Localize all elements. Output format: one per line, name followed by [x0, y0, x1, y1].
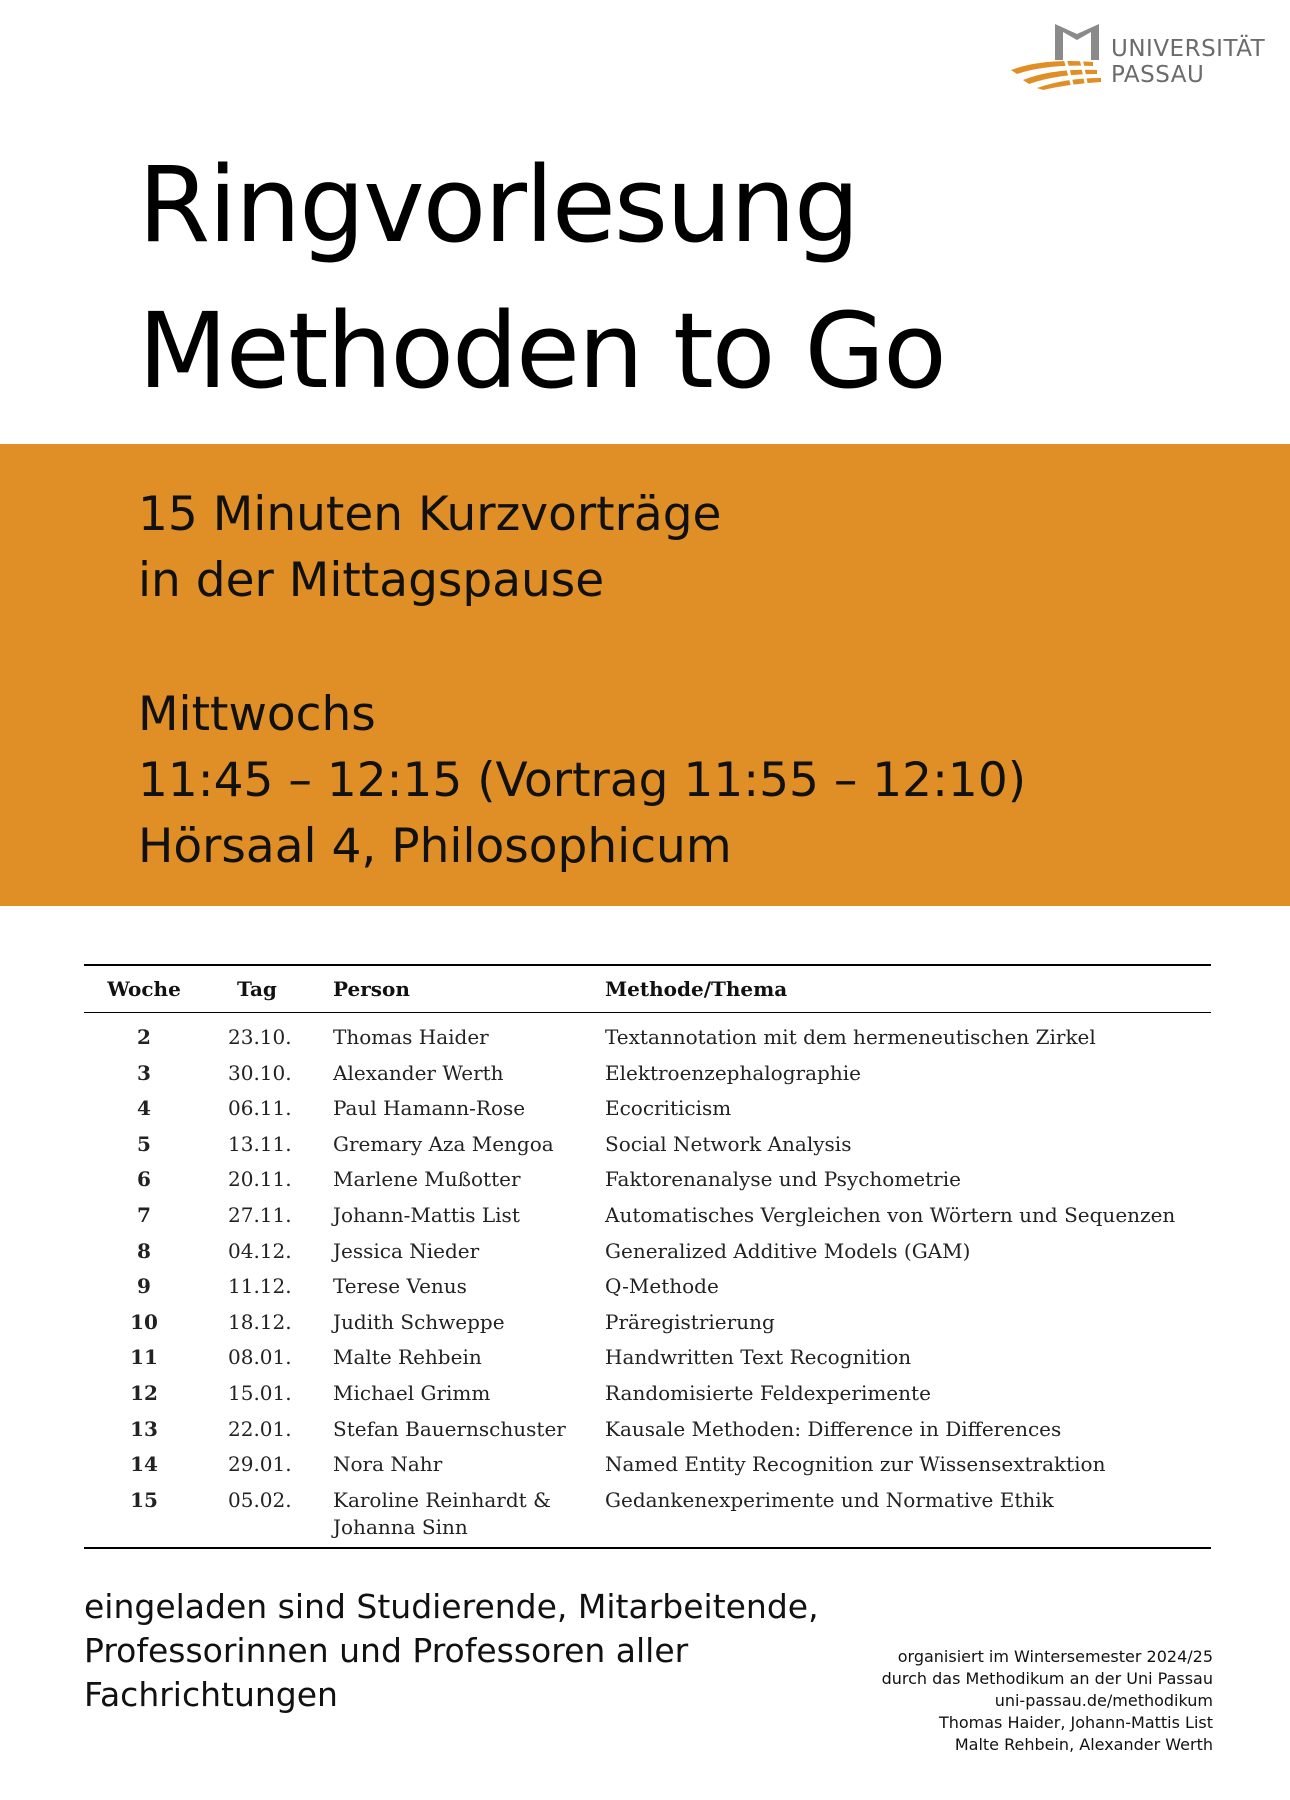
cell-thema: Elektroenzephalographie [605, 1060, 861, 1085]
cell-woche: 7 [137, 1203, 151, 1227]
header-tag: Tag [237, 977, 277, 1001]
cell-tag: 18.12. [228, 1309, 292, 1334]
invite-line-3: Fachrichtungen [84, 1675, 338, 1714]
cell-tag: 15.01. [228, 1381, 292, 1405]
university-emblem-icon [1003, 18, 1113, 90]
university-name [1111, 36, 1265, 88]
cell-thema: Randomisierte Feldexperimente [605, 1381, 931, 1405]
cell-tag: 13.11. [228, 1131, 292, 1156]
cell-person: Terese Venus [333, 1274, 467, 1299]
table-bottom-rule [84, 1547, 1211, 1549]
invite-line-2: Professorinnen und Professoren aller [84, 1631, 689, 1670]
invite-line-1: eingeladen sind Studierende, Mitarbeitende, [84, 1587, 819, 1626]
cell-person: Michael Grimm [333, 1381, 491, 1405]
credits-line-5: Malte Rehbein, Alexander Werth [954, 1735, 1213, 1754]
cell-person: Jessica Nieder [333, 1238, 480, 1263]
cell-woche: 4 [137, 1096, 151, 1121]
cell-tag: 29.01. [228, 1452, 292, 1477]
invitation-text [84, 1585, 844, 1717]
cell-thema: Gedankenexperimente und Normative Ethik [605, 1487, 1054, 1512]
cell-thema: Faktorenanalyse und Psychometrie [605, 1167, 961, 1192]
title-line-1: Ringvorlesung [138, 144, 858, 266]
cell-thema: Handwritten Text Recognition [605, 1345, 912, 1370]
cell-tag: 05.02. [228, 1487, 292, 1512]
cell-tag: 11.12. [228, 1274, 292, 1299]
subtitle-line-1: 15 Minuten Kurzvorträge [138, 487, 722, 542]
credits-line-1: organisiert im Wintersemester 2024/25 [897, 1647, 1213, 1666]
header-thema: Methode/Thema [605, 977, 788, 1001]
cell-thema: Automatisches Vergleichen von Wörtern und Sequenzen [605, 1203, 1176, 1227]
logo-line-2: PASSAU [1111, 62, 1205, 88]
credits-line-2: durch das Methodikum an der Uni Passau [881, 1669, 1213, 1688]
info-band [0, 444, 1290, 906]
cell-tag: 06.11. [228, 1096, 292, 1121]
cell-thema: Präregistrierung [605, 1309, 775, 1334]
cell-person: Thomas Haider [333, 1025, 489, 1049]
cell-tag: 20.11. [228, 1167, 292, 1192]
cell-person: Judith Schweppe [333, 1309, 505, 1334]
cell-thema: Q-Methode [605, 1274, 719, 1299]
cell-person: Alexander Werth [333, 1060, 504, 1085]
cell-thema: Textannotation mit dem hermeneutischen Zirkel [605, 1025, 1096, 1049]
cell-person: Stefan Bauernschuster [333, 1416, 566, 1441]
logo-line-1: UNIVERSITÄT [1111, 36, 1266, 62]
cell-thema: Generalized Additive Models (GAM) [605, 1238, 971, 1263]
cell-thema: Kausale Methoden: Difference in Differences [605, 1416, 1062, 1441]
schedule-time: 11:45 – 12:15 (Vortrag 11:55 – 12:10) [138, 753, 1027, 808]
cell-person: Gremary Aza Mengoa [333, 1131, 554, 1156]
cell-person: Johann-Mattis List [333, 1203, 520, 1227]
cell-woche: 8 [137, 1238, 151, 1263]
cell-woche: 6 [137, 1167, 151, 1192]
cell-tag: 22.01. [228, 1416, 292, 1441]
cell-woche: 9 [137, 1274, 151, 1299]
cell-woche: 12 [130, 1381, 158, 1405]
header-person: Person [333, 977, 410, 1001]
cell-woche: 13 [130, 1416, 158, 1441]
organizer-credits [882, 1646, 1213, 1756]
university-logo [1003, 18, 1273, 90]
title-line-2: Methoden to Go [138, 290, 945, 412]
subtitle-line-2: in der Mittagspause [138, 553, 605, 608]
header-woche: Woche [107, 977, 181, 1001]
cell-woche: 14 [130, 1452, 158, 1477]
cell-person: Paul Hamann-Rose [333, 1096, 526, 1121]
cell-person: Marlene Mußotter [333, 1167, 521, 1192]
credits-line-4: Thomas Haider, Johann-Mattis List [938, 1713, 1213, 1732]
cell-woche: 5 [137, 1131, 151, 1156]
cell-tag: 04.12. [228, 1238, 292, 1263]
cell-tag: 08.01. [228, 1345, 292, 1370]
credits-line-3: uni-passau.de/methodikum [994, 1691, 1213, 1710]
table-header-rule [84, 1012, 1211, 1013]
cell-tag: 27.11. [228, 1203, 292, 1227]
page-title [138, 132, 945, 424]
cell-person: Nora Nahr [333, 1452, 443, 1477]
cell-woche: 10 [130, 1309, 158, 1334]
cell-tag: 23.10. [228, 1025, 292, 1049]
schedule-location: Hörsaal 4, Philosophicum [138, 819, 732, 874]
cell-woche: 15 [130, 1487, 158, 1512]
cell-thema: Ecocriticism [605, 1096, 732, 1121]
cell-thema: Named Entity Recognition zur Wissensextraktion [605, 1452, 1106, 1477]
table-top-rule [84, 964, 1211, 966]
cell-woche: 2 [137, 1025, 151, 1049]
cell-person: Karoline Reinhardt & Johanna Sinn [333, 1487, 551, 1539]
cell-thema: Social Network Analysis [605, 1131, 852, 1156]
cell-woche: 11 [130, 1345, 158, 1370]
cell-person: Malte Rehbein [333, 1345, 482, 1370]
schedule-day: Mittwochs [138, 687, 376, 742]
cell-woche: 3 [137, 1060, 151, 1085]
cell-tag: 30.10. [228, 1060, 292, 1085]
